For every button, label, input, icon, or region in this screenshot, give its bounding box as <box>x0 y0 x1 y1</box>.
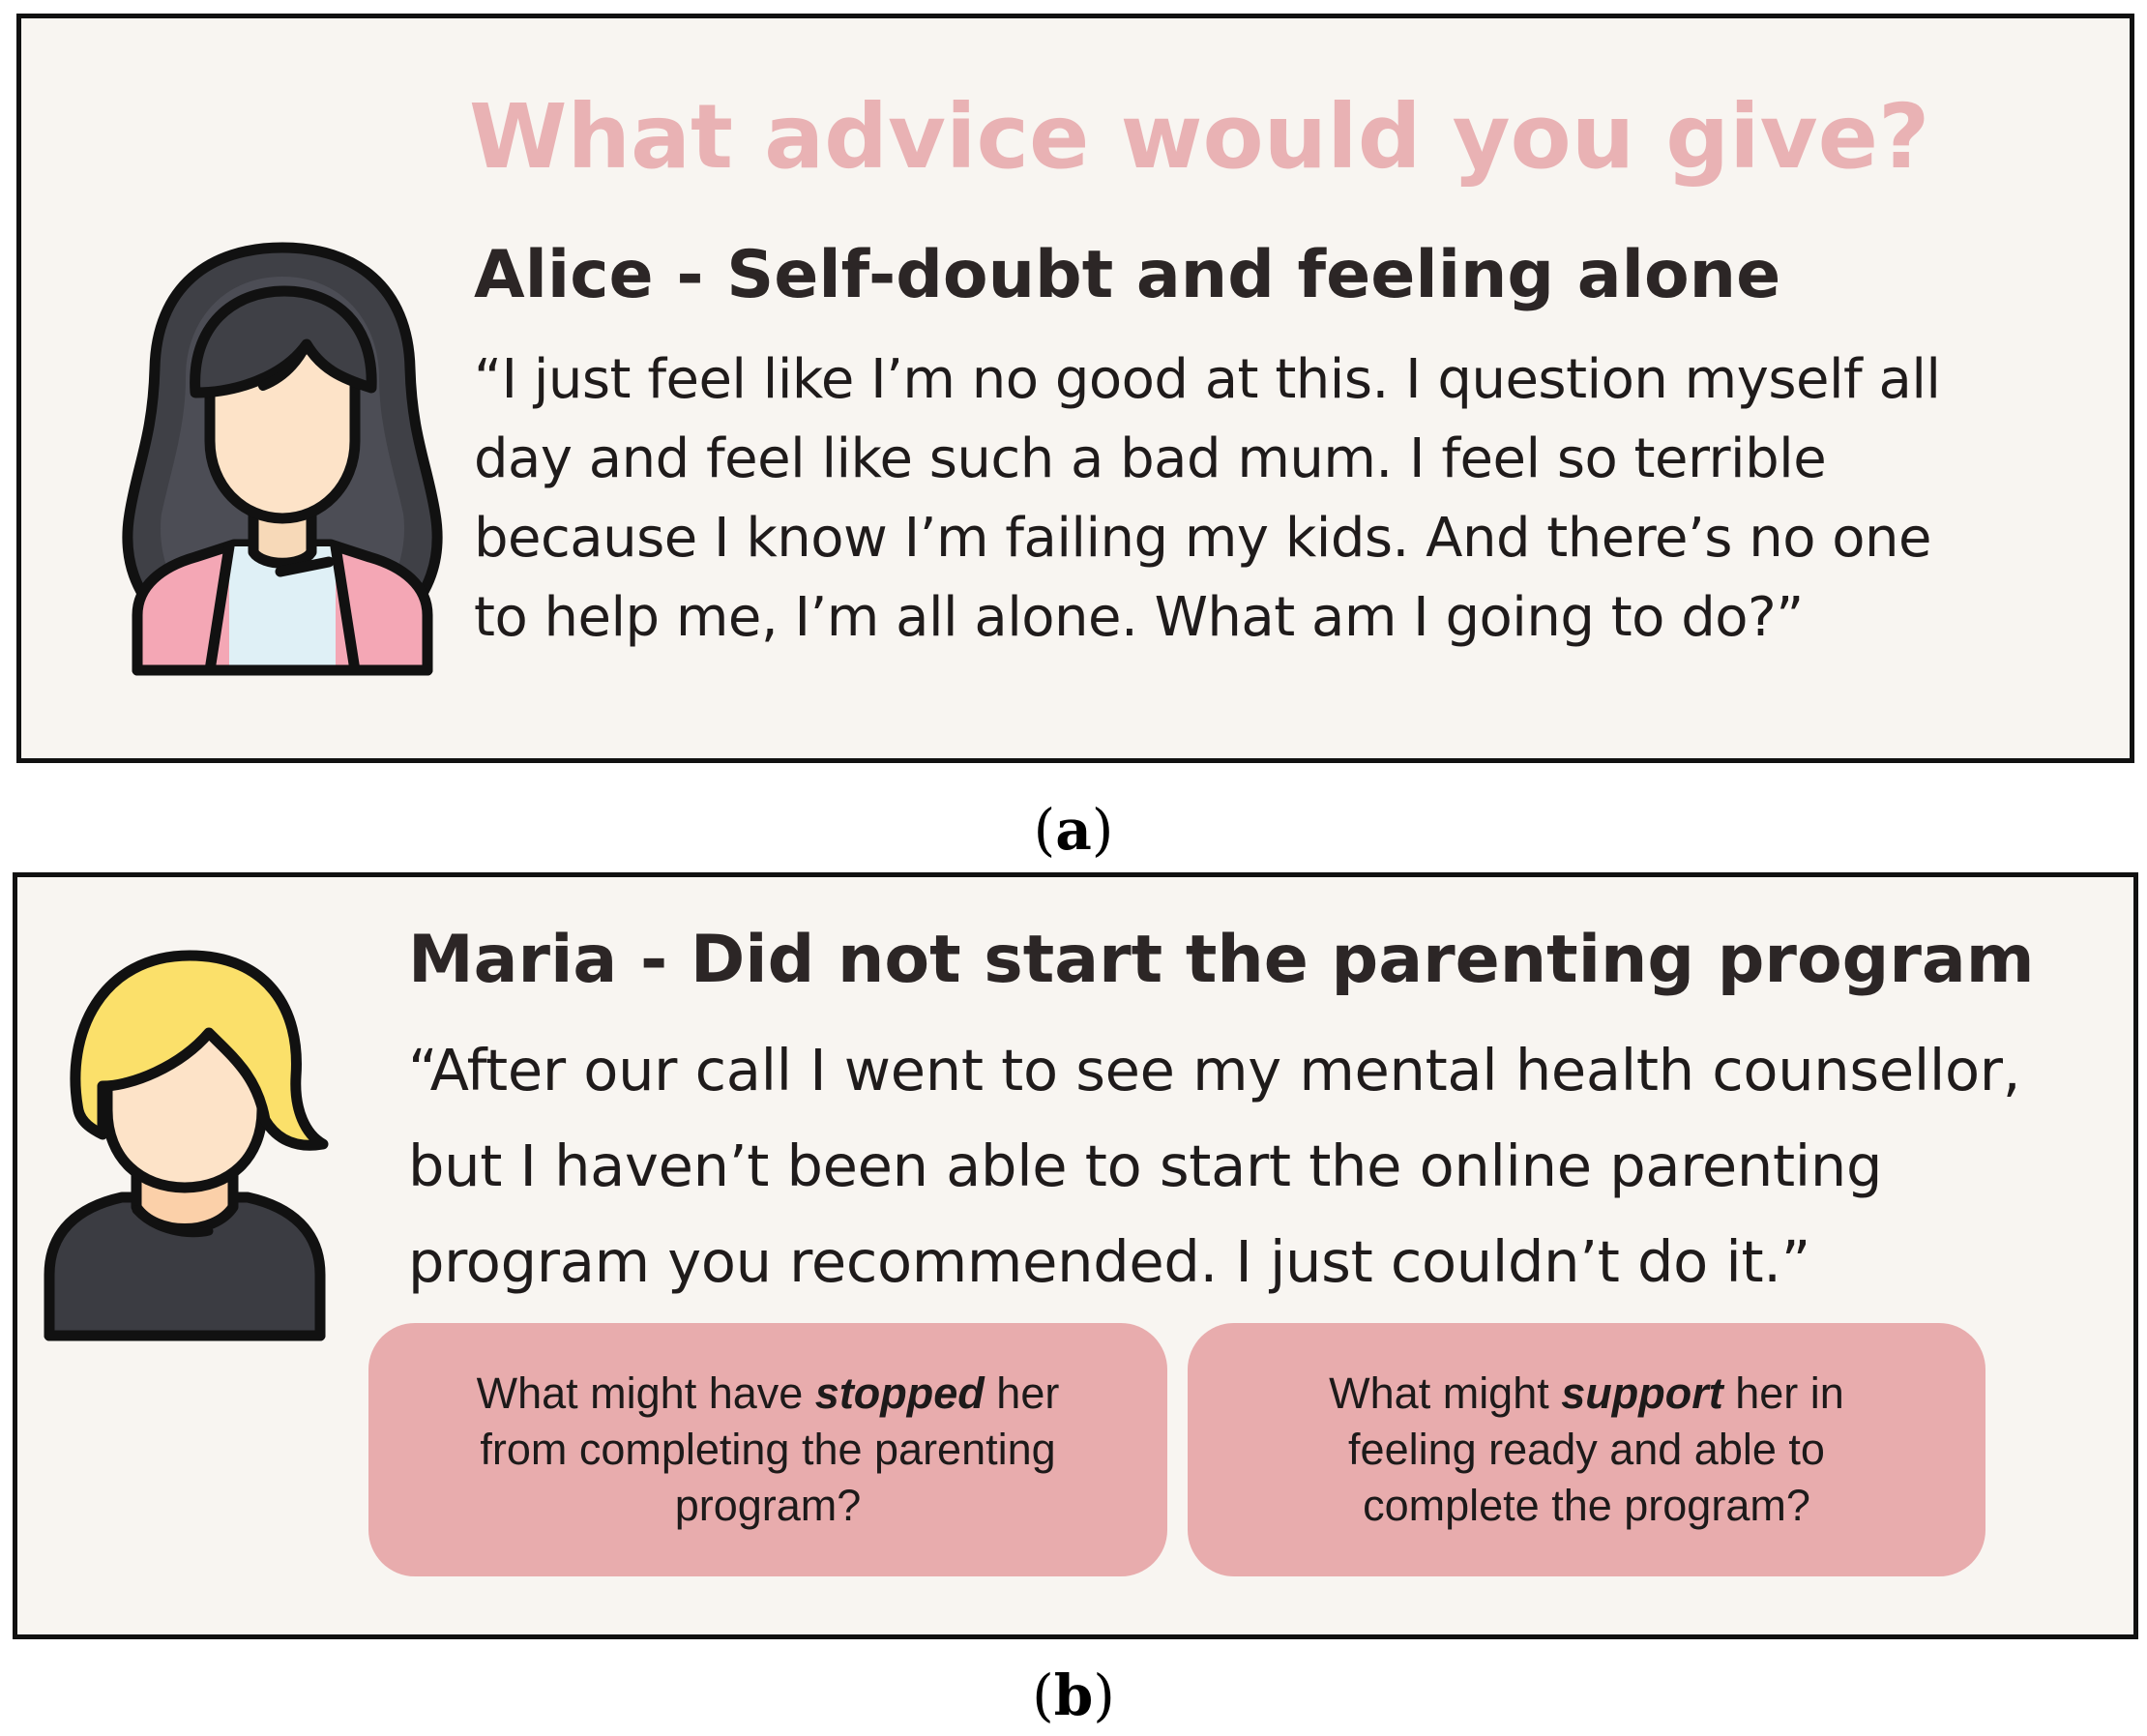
caption-a-letter: a <box>1055 797 1092 863</box>
question-box-stopped <box>368 1323 1167 1576</box>
caption-b: (b) <box>1032 1662 1115 1728</box>
panel-a <box>16 14 2134 763</box>
woman-dark-hair-avatar-icon <box>118 233 447 688</box>
question-text-part: What might <box>1329 1368 1562 1418</box>
panel-b-quote-line: program you recommended. I just couldn’t do it.” <box>408 1228 1811 1295</box>
panel-b-case-title: Maria - Did not start the parenting program <box>408 922 2035 998</box>
emphasis-support: support <box>1561 1368 1723 1418</box>
panel-a-quote-line: because I know I’m failing my kids. And there’s no one <box>474 507 1931 570</box>
panel-b-quote-line: but I haven’t been able to start the online parenting <box>408 1133 1883 1199</box>
question-text-part: her <box>984 1368 1060 1418</box>
panel-a-case-title: Alice - Self-doubt and feeling alone <box>474 237 1781 313</box>
person-blonde-hair-avatar-icon <box>35 941 335 1347</box>
caption-a: (a) <box>1033 797 1114 863</box>
emphasis-stopped: stopped <box>814 1368 985 1418</box>
question-text-part: What might have <box>476 1368 815 1418</box>
question-box-support-text <box>1329 1366 1844 1534</box>
panel-a-quote <box>474 340 1940 658</box>
panel-b <box>13 872 2138 1639</box>
question-text-part: from completing the parenting <box>480 1425 1056 1474</box>
question-box-support <box>1188 1323 1985 1576</box>
panel-b-quote <box>408 1022 2020 1309</box>
panel-b-quote-line: “After our call I went to see my mental health counsellor, <box>408 1037 2021 1103</box>
question-text-part: complete the program? <box>1363 1481 1810 1530</box>
question-box-stopped-text <box>477 1366 1060 1534</box>
panel-a-quote-line: “I just feel like I’m no good at this. I question myself all <box>474 348 1941 411</box>
question-text-part: her in <box>1722 1368 1844 1418</box>
question-text-part: program? <box>674 1481 862 1530</box>
panel-a-quote-line: day and feel like such a bad mum. I feel so terrible <box>474 427 1827 490</box>
panel-a-headline: What advice would you give? <box>469 85 1930 189</box>
question-text-part: feeling ready and able to <box>1348 1425 1825 1474</box>
panel-a-quote-line: to help me, I’m all alone. What am I going to do?” <box>474 586 1804 649</box>
caption-b-letter: b <box>1053 1662 1094 1728</box>
